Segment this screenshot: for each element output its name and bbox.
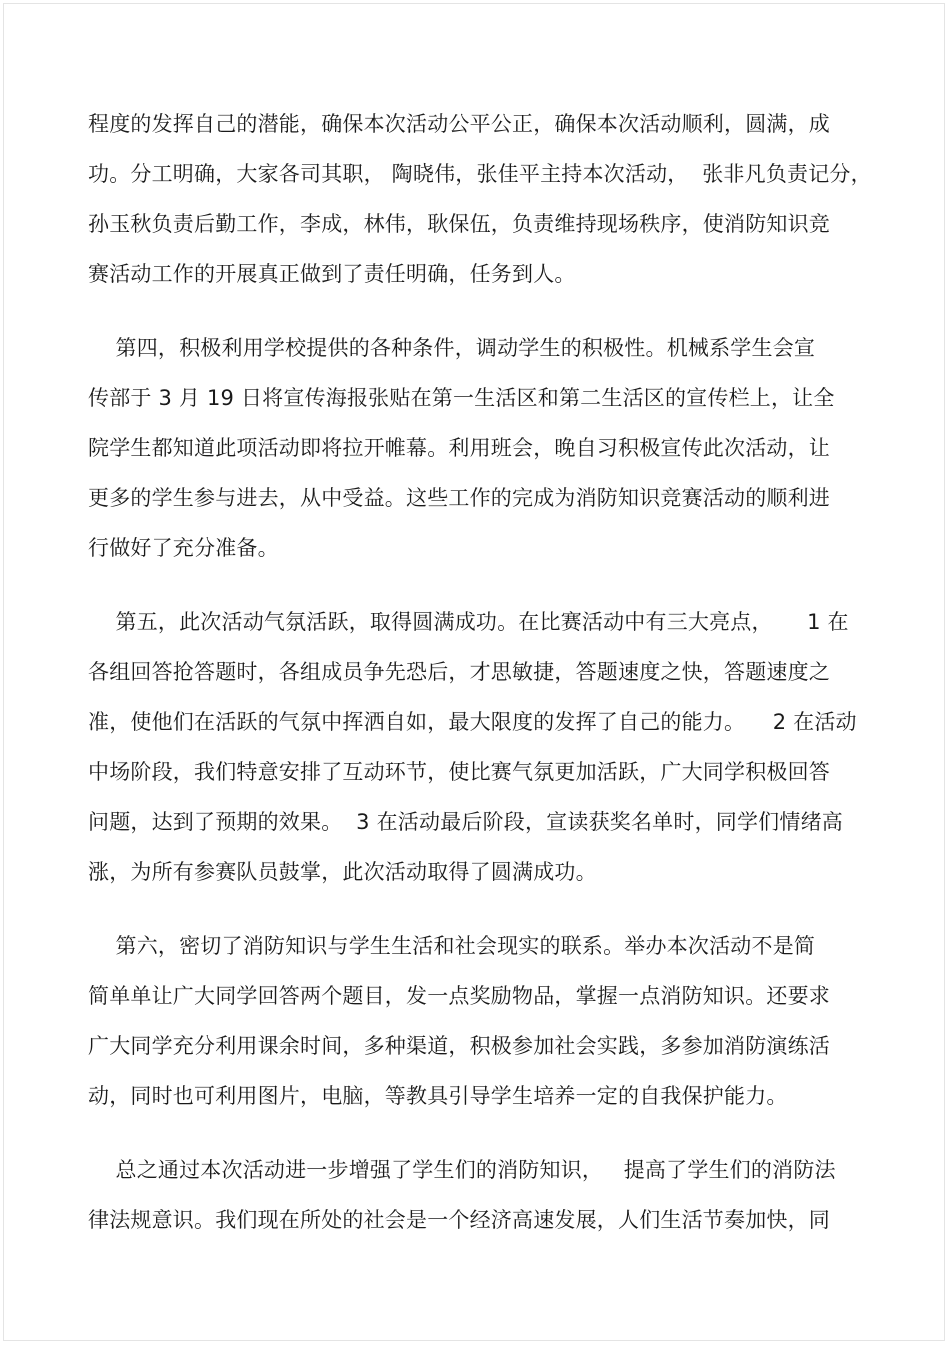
- paragraph-4: [88, 921, 878, 1121]
- paragraph-2: [88, 323, 878, 573]
- text-line: 律法规意识。我们现在所处的社会是一个经济高速发展，人们生活节奏加快，同: [88, 1208, 830, 1232]
- text-line: 问题，达到了预期的效果。 3 在活动最后阶段，宣读获奖名单时，同学们情绪高: [88, 810, 843, 834]
- text-line: 院学生都知道此项活动即将拉开帷幕。利用班会，晚自习积极宣传此次活动，让: [88, 436, 830, 460]
- text-line: 行做好了充分准备。: [88, 536, 279, 560]
- paragraph-1: [88, 99, 878, 299]
- text-line: 第六，密切了消防知识与学生生活和社会现实的联系。举办本次活动不是简: [88, 934, 816, 958]
- text-line: 孙玉秋负责后勤工作，李成，林伟，耿保伍，负责维持现场秩序，使消防知识竞: [88, 212, 830, 236]
- text-line: 程度的发挥自己的潜能，确保本次活动公平公正，确保本次活动顺利，圆满，成: [88, 112, 830, 136]
- text-line: 第五，此次活动气氛活跃，取得圆满成功。在比赛活动中有三大亮点， 1 在: [88, 610, 849, 634]
- text-line: 更多的学生参与进去，从中受益。这些工作的完成为消防知识竞赛活动的顺利进: [88, 486, 830, 510]
- text-line: 中场阶段，我们特意安排了互动环节，使比赛气氛更加活跃，广大同学积极回答: [88, 760, 830, 784]
- text-line: 准，使他们在活跃的气氛中挥洒自如，最大限度的发挥了自己的能力。 2 在活动: [88, 710, 857, 734]
- text-line: 总之通过本次活动进一步增强了学生们的消防知识， 提高了学生们的消防法: [88, 1158, 836, 1182]
- paragraph-5: [88, 1145, 878, 1245]
- document-body: [88, 99, 878, 1269]
- text-line: 功。分工明确，大家各司其职， 陶晓伟，张佳平主持本次活动， 张非凡负责记分，: [88, 162, 872, 186]
- text-line: 各组回答抢答题时，各组成员争先恐后，才思敏捷，答题速度之快，答题速度之: [88, 660, 830, 684]
- text-line: 涨，为所有参赛队员鼓掌，此次活动取得了圆满成功。: [88, 860, 597, 884]
- text-line: 简单单让广大同学回答两个题目，发一点奖励物品，掌握一点消防知识。还要求: [88, 984, 830, 1008]
- text-line: 赛活动工作的开展真正做到了责任明确，任务到人。: [88, 262, 576, 286]
- text-line: 传部于 3 月 19 日将宣传海报张贴在第一生活区和第二生活区的宣传栏上，让全: [88, 386, 835, 410]
- text-line: 第四，积极利用学校提供的各种条件，调动学生的积极性。机械系学生会宣: [88, 336, 816, 360]
- text-line: 广大同学充分利用课余时间，多种渠道，积极参加社会实践，多参加消防演练活: [88, 1034, 830, 1058]
- text-line: 动，同时也可利用图片，电脑，等教具引导学生培养一定的自我保护能力。: [88, 1084, 788, 1108]
- document-page: [3, 3, 945, 1341]
- paragraph-3: [88, 597, 878, 897]
